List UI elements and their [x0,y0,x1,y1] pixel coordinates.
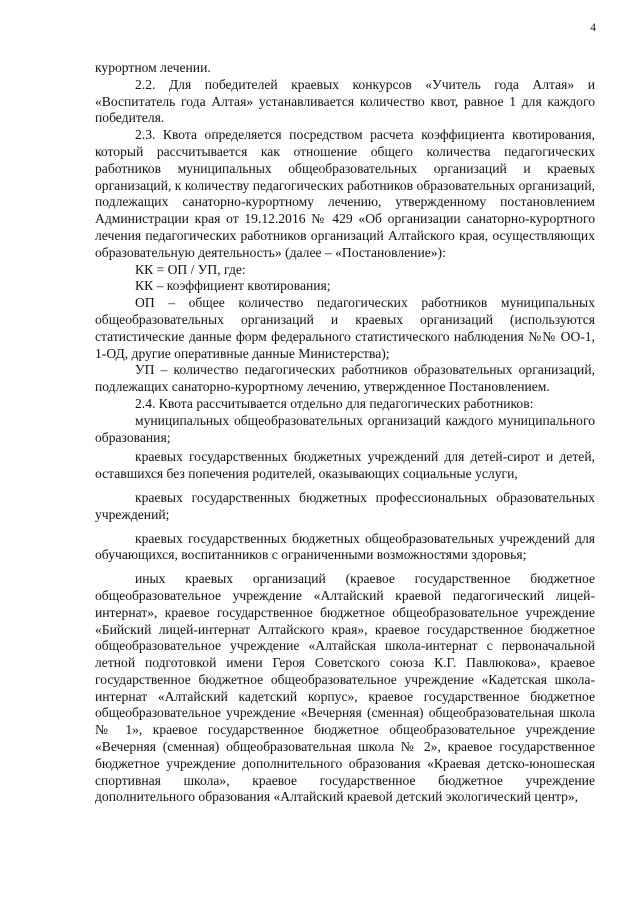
definition-op: ОП – общее количество педагогических работников муниципальных общеобразовательных организаций и краевых организаций (используются статистические данные форм федерального статистического наблюдения №№ ОО-1, 1-ОД, другие оперативные данные Министерства); [95,295,595,361]
list-item-municipal: муниципальных общеобразовательных организаций каждого муниципального образования; [95,412,595,445]
document-body [95,60,595,806]
definition-up: УП – количество педагогических работников образовательных организаций, подлежащих санаторно-курортному лечению, утвержденное Постановлением. [95,362,595,395]
formula-line: КК = ОП / УП, где: [135,261,246,277]
page-number: 4 [590,22,596,34]
list-item-professional: краевых государственных бюджетных профессиональных образовательных учреждений; [95,489,595,522]
paragraph-2-3: 2.3. Квота определяется посредством расчета коэффициента квотирования, который рассчитывается как отношение общего количества педагогических работников муниципальных общеобразовательных организаций и краевых организаций, к количеству педагогических работников образовательных организаций, подлежащих санаторно-курортному лечению, утвержденному постановлением Администрации края от 19.12.2016 № 429 «Об организации санаторно-курортного лечения педагогических работников организаций Алтайского края, осуществляющих образовательную деятельность» (далее – «Постановление»): [95,127,595,260]
definition-kk: КК – коэффициент квотирования; [135,278,331,294]
paragraph-2-4: 2.4. Квота рассчитывается отдельно для педагогических работников: [135,395,534,411]
paragraph-2-2: 2.2. Для победителей краевых конкурсов «Учитель года Алтая» и «Воспитатель года Алтая» устанавливается количество квот, равное 1 для каждого победителя. [95,76,595,126]
list-item-other-organizations: иных краевых организаций (краевое государственное бюджетное общеобразовательное учреждение «Алтайский краевой педагогический лицей-интернат», краевое государственное бюджетное общеобразовательное учреждение «Бийский лицей-интернат Алтайского края», краевое государственное бюджетное общеобразовательное учреждение «Алтайская школа-интернат с первоначальной летной подготовкой имени Героя Советского союза К.Г. Павлюкова», краевое государственное бюджетное общеобразовательное учреждение «Кадетская школа-интернат «Алтайский кадетский корпус», краевое государственное бюджетное общеобразовательное учреждение «Вечерняя (сменная) общеобразовательная школа № 1», краевое государственное бюджетное общеобразовательное учреждение «Вечерняя (сменная) общеобразовательная школа № 2», краевое государственное бюджетное учреждение дополнительного образования «Краевая детско-юношеская спортивная школа», краевое государственное бюджетное учреждение дополнительного образования «Алтайский краевой детский экологический центр», [95,571,595,805]
list-item-orphans: краевых государственных бюджетных учреждений для детей-сирот и детей, оставшихся без попечения родителей, оказывающих социальные услуги, [95,449,595,482]
paragraph-continuation: курортном лечении. [95,60,211,75]
list-item-special-needs: краевых государственных бюджетных общеобразовательных учреждений для обучающихся, воспитанников с ограниченными возможностями здоровья; [95,530,595,563]
